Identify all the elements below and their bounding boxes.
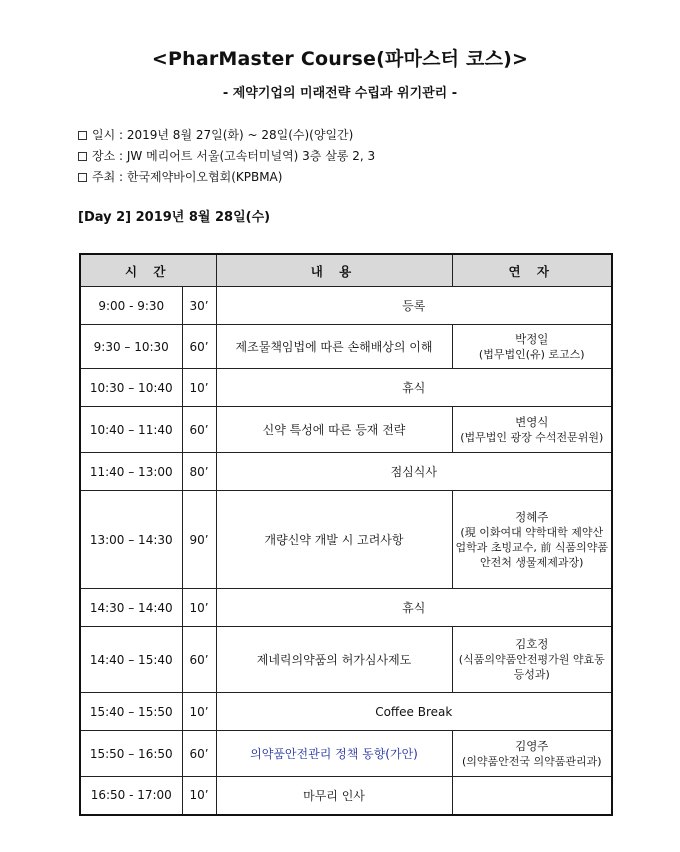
info-venue-value: JW 메리어트 서울(고속터미널역) 3층 살롱 2, 3 <box>126 149 376 163</box>
table-row: 14:30 – 14:40 10’ 휴식 <box>80 589 612 627</box>
row-speaker <box>452 777 612 815</box>
row-content: 점심식사 <box>216 453 612 491</box>
table-row: 9:00 - 9:30 30’ 등록 <box>80 287 612 325</box>
table-row: 15:40 – 15:50 10’ Coffee Break <box>80 693 612 731</box>
row-speaker: 박정일 (법무법인(유) 로고스) <box>452 325 612 369</box>
row-content: 의약품안전관리 정책 동향(가안) <box>216 731 452 777</box>
row-content: 제네릭의약품의 허가심사제도 <box>216 627 452 693</box>
table-row: 13:00 – 14:30 90’ 개량신약 개발 시 고려사항 정혜주 (現 이화여대 약학대학 제약산업학과 초빙교수, 前 식품의약품안전처 생물제제과장) <box>80 491 612 589</box>
table-row: 9:30 – 10:30 60’ 제조물책임법에 따른 손해배상의 이해 박정일 (법무법인(유) 로고스) <box>80 325 612 369</box>
info-date-value: 2019년 8월 27일(화) ~ 28일(수)(양일간) <box>126 128 354 142</box>
table-row: 15:50 – 16:50 60’ 의약품안전관리 정책 동향(가안) 김영주 (의약품안전국 의약품관리과) <box>80 731 612 777</box>
table-row: 16:50 - 17:00 10’ 마무리 인사 <box>80 777 612 815</box>
page-title: <PharMaster Course(파마스터 코스)> <box>151 48 529 70</box>
square-bullet-icon <box>78 152 87 161</box>
info-date: 일시 : 2019년 8월 27일(화) ~ 28일(수)(양일간) <box>78 125 375 146</box>
row-content: 개량신약 개발 시 고려사항 <box>216 491 452 589</box>
info-host: 주최 : 한국제약바이오협회(KPBMA) <box>78 167 375 188</box>
table-header-row <box>80 254 612 287</box>
row-content: 신약 특성에 따른 등재 전략 <box>216 407 452 453</box>
square-bullet-icon <box>78 131 87 140</box>
info-venue: 장소 : JW 메리어트 서울(고속터미널역) 3층 살롱 2, 3 <box>78 146 375 167</box>
header-content: 내 용 <box>216 254 452 287</box>
row-speaker: 정혜주 (現 이화여대 약학대학 제약산업학과 초빙교수, 前 식품의약품안전처 생물제제과장) <box>452 491 612 589</box>
row-content: 마무리 인사 <box>216 777 452 815</box>
day-heading: [Day 2] 2019년 8월 28일(수) <box>78 210 271 225</box>
row-content: 제조물책임법에 따른 손해배상의 이해 <box>216 325 452 369</box>
page-subtitle: - 제약기업의 미래전략 수립과 위기관리 - <box>222 86 458 101</box>
table-row: 11:40 – 13:00 80’ 점심식사 <box>80 453 612 491</box>
row-content: 휴식 <box>216 589 612 627</box>
square-bullet-icon <box>78 173 87 182</box>
row-content: 등록 <box>216 287 612 325</box>
header-speaker: 연 자 <box>452 254 612 287</box>
row-content: 휴식 <box>216 369 612 407</box>
table-row: 14:40 – 15:40 60’ 제네릭의약품의 허가심사제도 김호정 (식품의약품안전평가원 약효동등성과) <box>80 627 612 693</box>
table-row: 10:40 – 11:40 60’ 신약 특성에 따른 등재 전략 변영식 (법무법인 광장 수석전문위원) <box>80 407 612 453</box>
schedule-table <box>79 253 613 816</box>
header-time: 시 간 <box>80 254 216 287</box>
row-speaker: 김호정 (식품의약품안전평가원 약효동등성과) <box>452 627 612 693</box>
table-row: 10:30 – 10:40 10’ 휴식 <box>80 369 612 407</box>
row-speaker: 변영식 (법무법인 광장 수석전문위원) <box>452 407 612 453</box>
info-host-value: 한국제약바이오협회(KPBMA) <box>126 170 283 184</box>
event-info <box>78 125 375 188</box>
row-speaker: 김영주 (의약품안전국 의약품관리과) <box>452 731 612 777</box>
row-content: Coffee Break <box>216 693 612 731</box>
